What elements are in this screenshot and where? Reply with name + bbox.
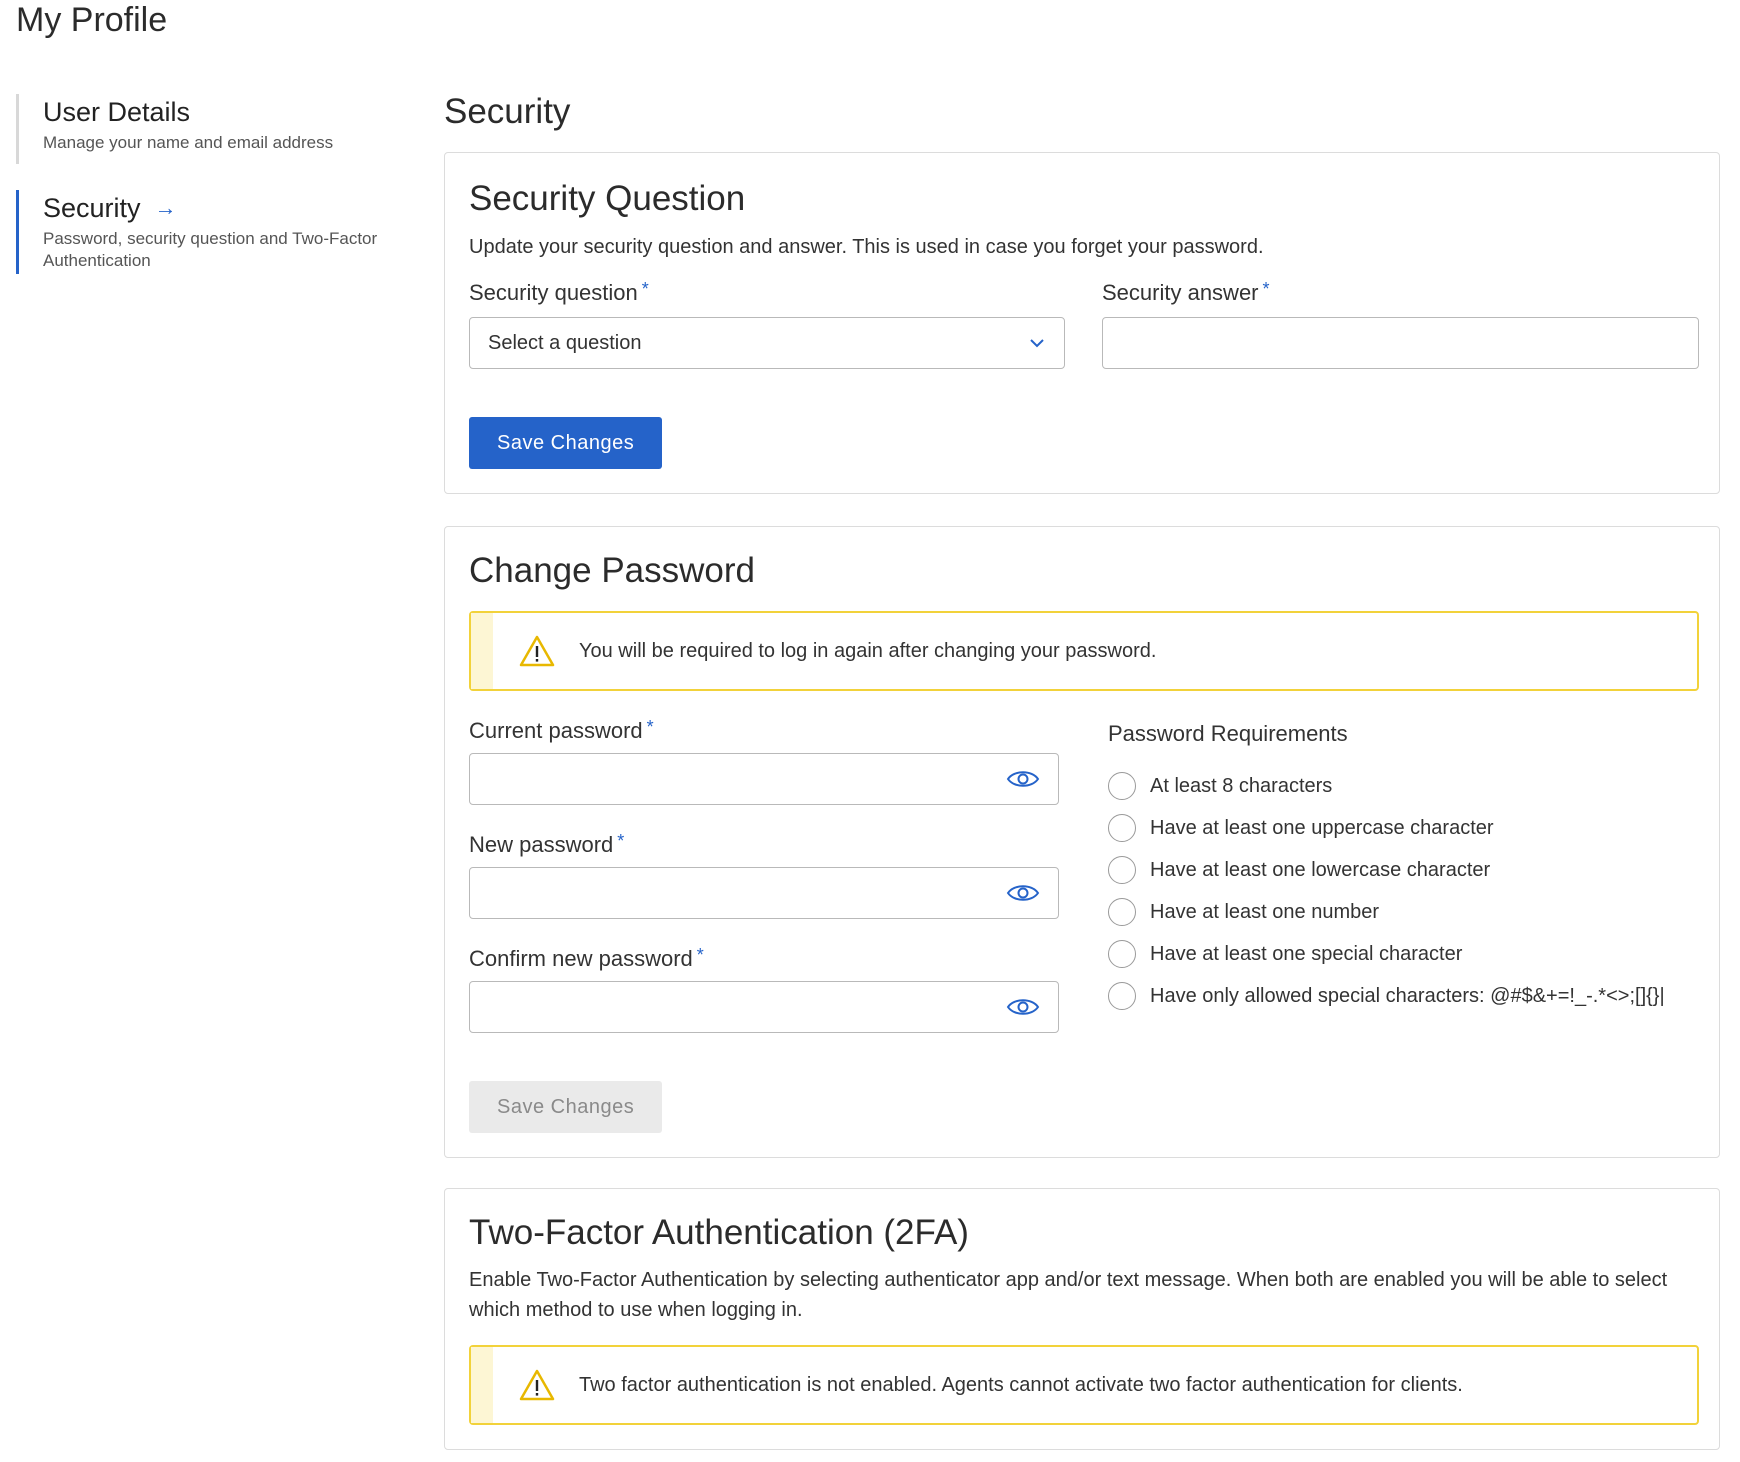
sidebar-nav [16, 94, 396, 274]
password-requirements-title: Password Requirements [1108, 721, 1348, 746]
card-title: Change Password [469, 551, 755, 590]
two-factor-card [444, 1188, 1720, 1450]
warning-icon [519, 1369, 555, 1401]
save-password-button[interactable]: Save Changes [469, 1081, 662, 1133]
two-factor-warning-alert [469, 1345, 1699, 1425]
show-password-eye-icon[interactable] [1006, 995, 1040, 1019]
requirement-text: Have at least one special character [1150, 942, 1463, 965]
alert-text: You will be required to log in again after changing your password. [579, 639, 1157, 662]
save-security-question-button[interactable]: Save Changes [469, 417, 662, 469]
alert-text: Two factor authentication is not enabled. Agents cannot activate two factor authentication for clients. [579, 1373, 1463, 1396]
requirement-status-circle [1108, 982, 1136, 1010]
alert-accent-bar [471, 1347, 493, 1423]
security-question-card [444, 152, 1720, 494]
warning-icon [519, 635, 555, 667]
new-password-label: New password [469, 832, 614, 857]
card-description: Enable Two-Factor Authentication by selecting authenticator app and/or text message. When both are enabled you will be able to select which method to use when logging in. [469, 1269, 1668, 1321]
requirement-text: Have at least one number [1150, 900, 1380, 923]
current-password-input[interactable] [469, 753, 1059, 805]
sidebar-item-security[interactable] [16, 190, 396, 274]
page-title: My Profile [16, 1, 168, 39]
required-marker: * [646, 717, 654, 737]
security-answer-label: Security answer [1102, 280, 1259, 305]
requirement-text: Have at least one uppercase character [1150, 816, 1494, 839]
required-marker: * [641, 279, 649, 299]
requirement-status-circle [1108, 856, 1136, 884]
required-marker: * [617, 831, 625, 851]
new-password-input[interactable] [469, 867, 1059, 919]
requirement-item [1108, 933, 1665, 975]
select-value: Select a question [488, 331, 642, 354]
sidebar-item-desc: Manage your name and email address [43, 133, 334, 152]
requirement-item [1108, 765, 1665, 807]
requirement-status-circle [1108, 940, 1136, 968]
requirement-status-circle [1108, 814, 1136, 842]
confirm-password-label: Confirm new password [469, 946, 693, 971]
requirement-item [1108, 807, 1665, 849]
password-requirements-list [1108, 765, 1665, 1017]
confirm-password-input[interactable] [469, 981, 1059, 1033]
current-password-label: Current password [469, 718, 643, 743]
show-password-eye-icon[interactable] [1006, 767, 1040, 791]
requirement-item [1108, 849, 1665, 891]
required-marker: * [696, 945, 704, 965]
requirement-item [1108, 891, 1665, 933]
card-title: Security Question [469, 179, 746, 218]
alert-accent-bar [471, 613, 493, 689]
section-heading: Security [444, 92, 571, 131]
sidebar-item-title: Security [43, 193, 141, 223]
required-marker: * [1262, 279, 1270, 299]
sidebar-item-desc: Password, security question and Two-Factor Authentication [43, 229, 378, 270]
sidebar-item-user-details[interactable] [16, 94, 396, 164]
card-description: Update your security question and answer. This is used in case you forget your password. [469, 236, 1264, 258]
arrow-right-icon: → [154, 195, 177, 220]
requirement-text: At least 8 characters [1150, 774, 1333, 797]
requirement-text: Have only allowed special characters: @#$&+=!_-.*<>;[]{}| [1150, 984, 1665, 1007]
requirement-text: Have at least one lowercase character [1150, 858, 1491, 881]
requirement-status-circle [1108, 898, 1136, 926]
security-question-select[interactable] [469, 317, 1065, 369]
requirement-status-circle [1108, 772, 1136, 800]
chevron-down-icon [1028, 334, 1046, 352]
sidebar-item-title: User Details [43, 97, 191, 127]
card-title: Two-Factor Authentication (2FA) [469, 1213, 969, 1252]
security-answer-input[interactable] [1102, 317, 1699, 369]
relogin-warning-alert [469, 611, 1699, 691]
show-password-eye-icon[interactable] [1006, 881, 1040, 905]
change-password-card [444, 526, 1720, 1158]
requirement-item [1108, 975, 1665, 1017]
security-question-label: Security question [469, 280, 638, 305]
